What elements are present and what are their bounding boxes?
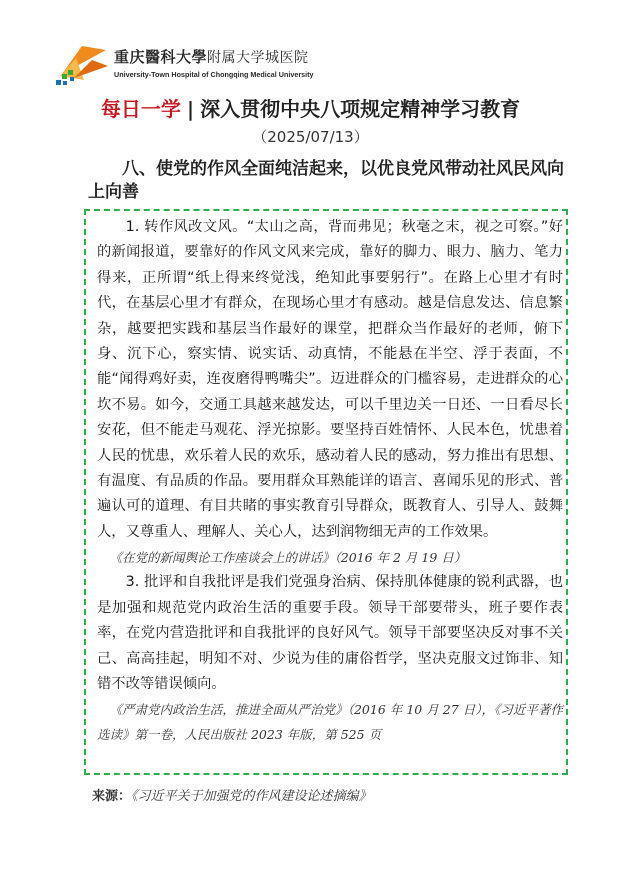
source-label: 来源： [92,789,132,804]
content-body [97,215,563,747]
source-line [92,785,372,804]
page-title [0,93,621,122]
hospital-header [52,40,312,88]
entry-citation-3: 《严肃党内政治生活，推进全面从严治党》（2016 年 10 月 27 日），《习近平著作选读》第一卷，人民出版社 2023 年版，第 525 页 [97,702,563,743]
hospital-name-en: University-Town Hospital of Chongqing Medical University [114,70,314,79]
entry-citation-1: 《在党的新闻舆论工作座谈会上的讲话》（2016 年 2 月 19 日） [109,550,467,566]
hospital-name-cn [114,46,309,67]
entry-paragraph-3: 3. 批评和自我批评是我们党强身治病、保持肌体健康的锐利武器，也是加强和规范党内政治生活的重要手段。领导干部要带头，班子要作表率，在党内营造批评和自我批评的良好风气。领导干部要坚决反对事不关己、高高挂起，明知不对、少说为佳的庸俗哲学，坚决克服文过饰非、知错不改等错误倾向。 [97,574,563,692]
publish-date: （2025/07/13） [252,128,369,146]
hospital-logo-icon [52,40,112,88]
university-name: 重庆醫科大學 [114,48,208,66]
hospital-name-suffix: 附属大学城医院 [207,50,309,66]
entry-paragraph-1: 1. 转作风改文风。“太山之高，背而弗见；秋毫之末，视之可察。”好的新闻报道，要靠好的作风文风来完成，靠好的脚力、眼力、脑力、笔力得来，正所谓“纸上得来终觉浅，绝知此事要躬行”。在路上心里才有时代，在基层心里才有群众，在现场心里才有感动。越是信息发达、信息繁杂，越要把实践和基层当作最好的课堂，把群众当作最好的老师，俯下身、沉下心，察实情、说实话、动真情，不能悬在半空、浮于表面，不能“闻得鸡好卖，连夜磨得鸭嘴尖”。迈进群众的门槛容易，走进群众的心坎不易。如今，交通工具越来越发达，可以千里边关一日还、一日看尽长安花，但不能走马观花、浮光掠影。要坚持百姓情怀、人民本色，忧患着人民的忧患，欢乐着人民的欢乐，感动着人民的感动，努力推出有思想、有温度、有品质的作品。要用群众耳熟能详的语言、喜闻乐见的形式、普遍认可的道理、有目共睹的事实教育引导群众，既教育人、引导人、鼓舞人，又尊重人、理解人、关心人，达到润物细无声的工作效果。 [97,219,563,540]
title-prefix: 每日一学 [100,97,181,121]
title-main: 深入贯彻中央八项规定精神学习教育 [200,97,521,121]
source-value: 《习近平关于加强党的作风建设论述摘编》 [131,789,372,804]
title-separator: | [186,97,195,121]
section-heading: 八、使党的作风全面纯洁起来，以优良党风带动社风民风向上向善 [88,159,564,202]
